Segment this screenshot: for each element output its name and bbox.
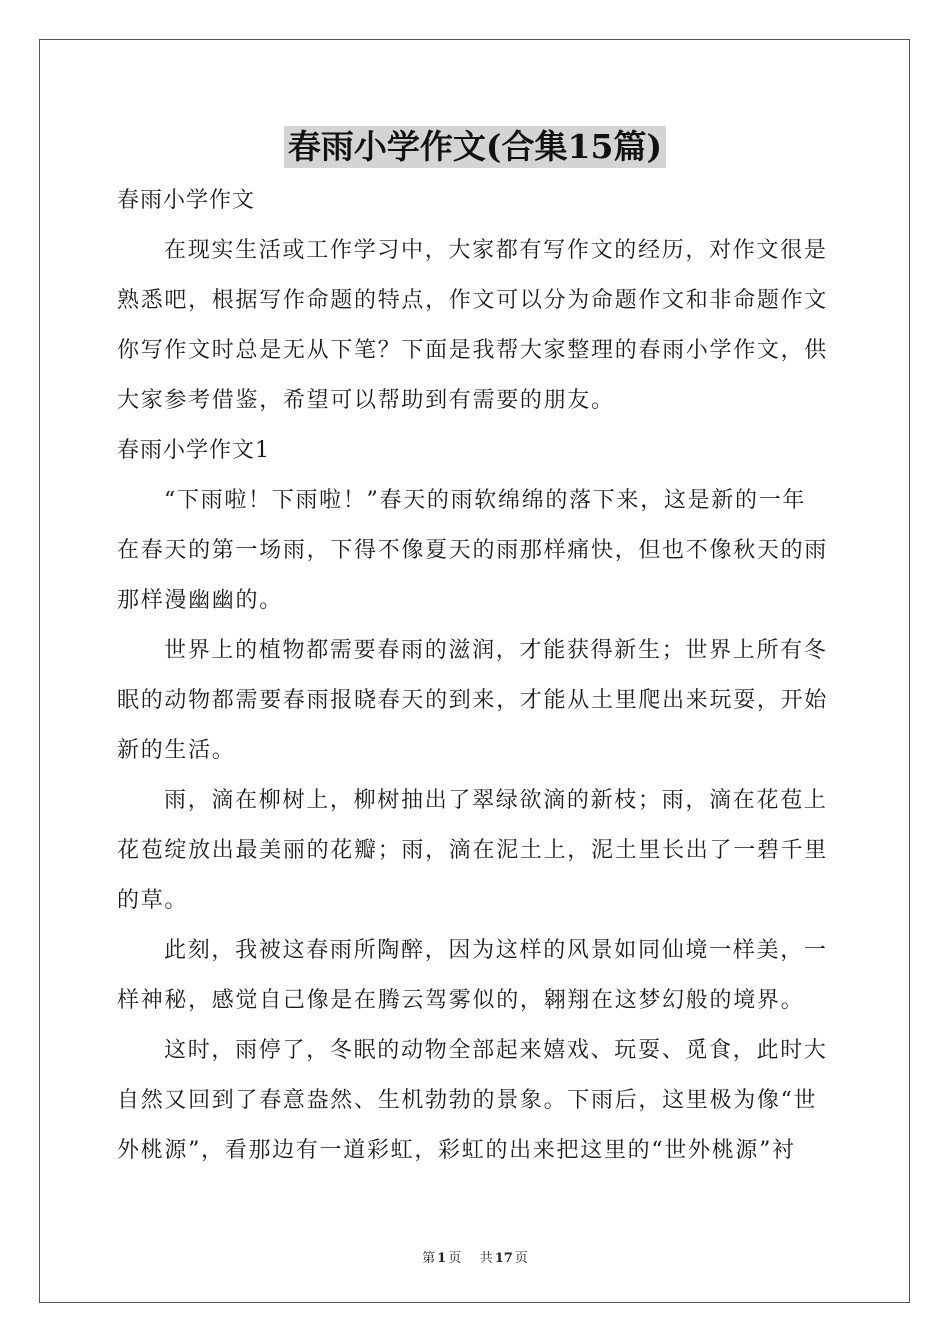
page-number: 1 [437, 1251, 447, 1266]
text-line: 花苞绽放出最美丽的花瓣；雨，滴在泥土上，泥土里长出了一碧千里 [117, 838, 829, 863]
section-heading: 春雨小学作文 [117, 188, 256, 213]
text-line: 眠的动物都需要春雨报晓春天的到来，才能从土里爬出来玩耍，开始 [117, 688, 829, 713]
text-line: 外桃源”，看那边有一道彩虹，彩虹的出来把这里的“世外桃源”衬 [117, 1138, 796, 1163]
document-body [117, 176, 833, 1176]
page-label-suffix: 页 [448, 1251, 462, 1266]
text-line: 在春天的第一场雨，下得不像夏天的雨那样痛快，但也不像秋天的雨 [117, 538, 829, 563]
text-line: 此刻，我被这春雨所陶醉，因为这样的风景如同仙境一样美，一 [164, 938, 828, 963]
section-heading: 春雨小学作文1 [117, 438, 270, 463]
text-line: 雨，滴在柳树上，柳树抽出了翠绿欲滴的新枝；雨，滴在花苞上 [164, 788, 828, 813]
text-line: 在现实生活或工作学习中，大家都有写作文的经历，对作文很是 [164, 238, 828, 263]
page-footer [0, 1247, 950, 1266]
text-line: 那样漫幽幽的。 [117, 588, 283, 613]
total-pages: 17 [494, 1251, 513, 1266]
text-line: 你写作文时总是无从下笔？下面是我帮大家整理的春雨小学作文，供 [117, 338, 829, 363]
title-container [0, 126, 950, 168]
text-line: 这时，雨停了，冬眠的动物全部起来嬉戏、玩耍、觅食，此时大 [164, 1038, 828, 1063]
page-label-prefix: 第 [422, 1251, 436, 1266]
text-line: “下雨啦！下雨啦！”春天的雨软绵绵的落下来，这是新的一年 [164, 488, 807, 513]
document-title: 春雨小学作文(合集15篇) [284, 126, 666, 168]
total-label-suffix: 页 [514, 1251, 528, 1266]
text-line: 熟悉吧，根据写作命题的特点，作文可以分为命题作文和非命题作文 [117, 288, 829, 313]
total-label-prefix: 共 [479, 1251, 493, 1266]
text-line: 新的生活。 [117, 738, 236, 763]
text-line: 的草。 [117, 888, 189, 913]
text-line: 大家参考借鉴，希望可以帮助到有需要的朋友。 [117, 388, 615, 413]
text-line: 样神秘，感觉自己像是在腾云驾雾似的，翱翔在这梦幻般的境界。 [117, 988, 805, 1013]
text-line: 自然又回到了春意盎然、生机勃勃的景象。下雨后，这里极为像“世 [117, 1088, 818, 1113]
text-line: 世界上的植物都需要春雨的滋润，才能获得新生；世界上所有冬 [164, 638, 828, 663]
